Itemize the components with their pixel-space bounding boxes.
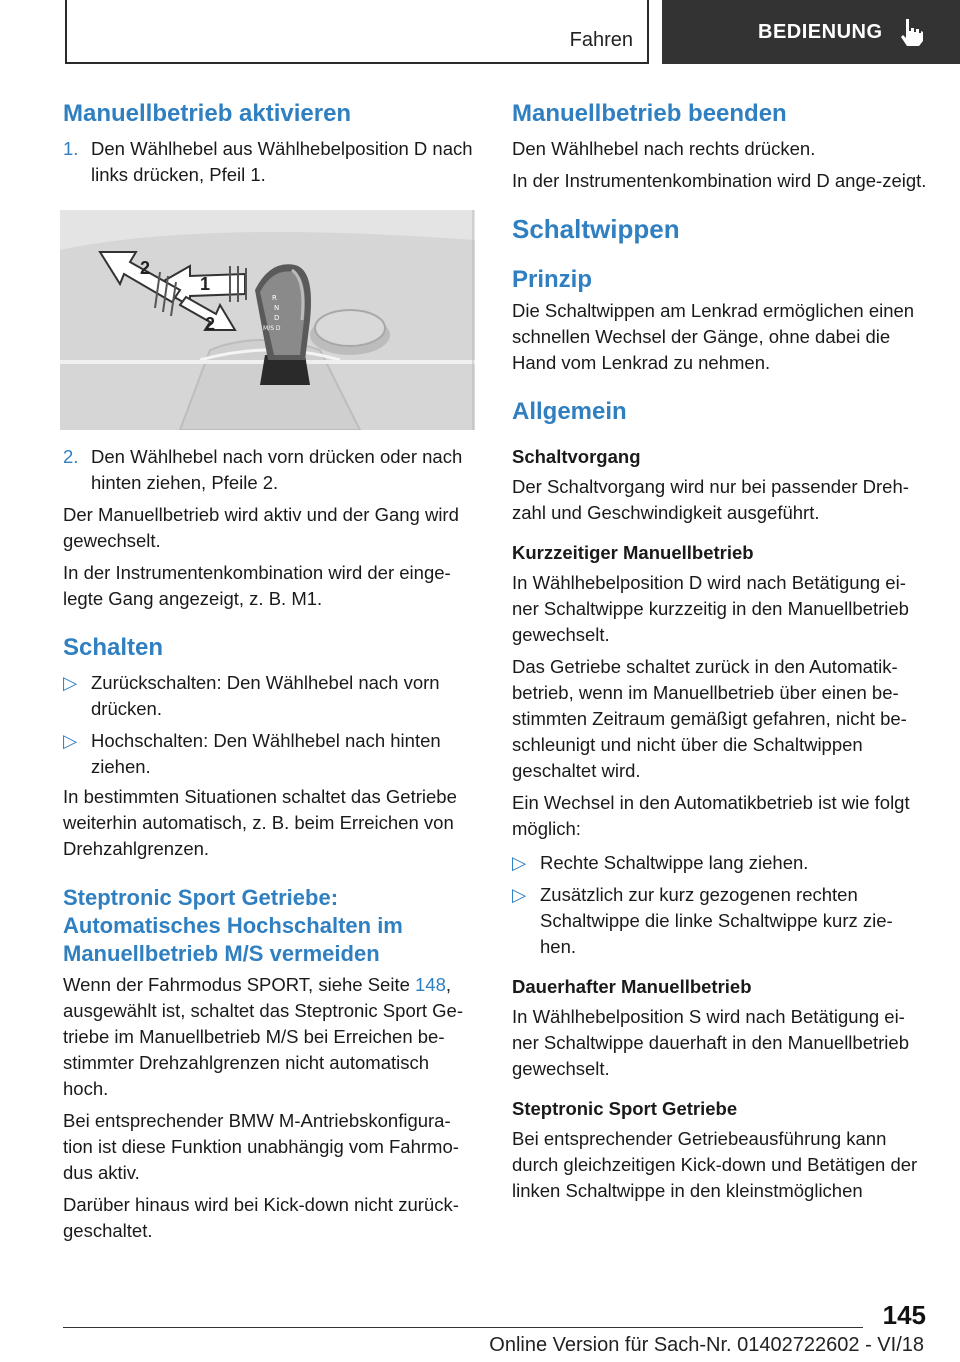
bullet-zurueckschalten-text: Zurückschalten: Den Wählhebel nach vorn drücken.	[91, 672, 440, 719]
bullet-hochschalten-text: Hochschalten: Den Wählhebel nach hinten ziehen.	[91, 730, 441, 777]
step-2-text: Den Wählhebel nach vorn drücken oder nach hinten ziehen, Pfeile 2.	[91, 446, 463, 493]
step-1-text: Den Wählhebel aus Wählhebelposition D nach links drücken, Pfeil 1.	[91, 138, 473, 185]
page-reference-link[interactable]: 148	[415, 974, 446, 995]
right-column	[512, 100, 927, 1204]
subheading-kurzzeitiger: Kurzzeitiger Manuellbetrieb	[512, 542, 754, 563]
heading-manuellbetrieb-beenden: Manuellbetrieb beenden	[512, 100, 787, 127]
heading-schaltwippen: Schaltwippen	[512, 214, 680, 244]
paragraph-schaltvorgang: Der Schaltvorgang wird nur bei passender Dreh-zahl und Geschwindigkeit ausgeführt.	[512, 476, 909, 523]
heading-allgemein: Allgemein	[512, 398, 627, 425]
paragraph-manuellbetrieb-aktiv: Der Manuellbetrieb wird aktiv und der Gang wird gewechselt.	[63, 504, 459, 551]
paragraph-zurueck-automatik: Das Getriebe schaltet zurück in den Automatik-betrieb, wenn im Manuellbetrieb über einen be-stimmten Zeitraum gemäßigt gefahren, nicht be-schleunigt und nicht über die Schaltwippen geschaltet wird.	[512, 656, 907, 781]
heading-steptronic-line-3: Manuellbetrieb M/S vermeiden	[63, 941, 380, 966]
step-1-number: 1.	[63, 138, 79, 159]
bullet-triangle-icon: ▷	[63, 730, 78, 751]
heading-prinzip: Prinzip	[512, 266, 593, 293]
paragraph-prinzip: Die Schaltwippen am Lenkrad ermöglichen einen schnellen Wechsel der Gänge, ohne dabei die Hand vom Lenkrad zu nehmen.	[512, 300, 915, 373]
left-column	[63, 100, 478, 1244]
arrow-1-label: 1	[200, 274, 211, 294]
lever-label-ms: M/S D	[263, 325, 281, 332]
bullet-triangle-icon: ▷	[512, 852, 527, 873]
pointing-hand-icon	[897, 17, 925, 47]
heading-manuellbetrieb-aktivieren: Manuellbetrieb aktivieren	[63, 100, 352, 127]
lever-label-r: R	[272, 294, 277, 302]
heading-steptronic-sport	[63, 884, 478, 968]
step-2	[63, 444, 478, 496]
heading-steptronic-line-1: Steptronic Sport Getriebe:	[63, 885, 339, 910]
subheading-dauerhafter: Dauerhafter Manuellbetrieb	[512, 976, 752, 997]
paragraph-bestimmte-situationen: In bestimmten Situationen schaltet das Getriebe weiterhin automatisch, z. B. beim Erreichen von Drehzahlgrenzen.	[63, 786, 457, 859]
bullet-zusaetzlich-text: Zusätzlich zur kurz gezogenen rechten Schaltwippe die linke Schaltwippe kurz zie-hen.	[540, 884, 893, 957]
subheading-schaltvorgang: Schaltvorgang	[512, 446, 641, 467]
paragraph-fahrmodus-sport-end: , ausgewählt ist, schaltet das Steptronic Sport Ge-triebe im Manuellbetrieb M/S bei Erreichen be-stimmter Drehzahlgrenzen nicht automatisch hoch.	[63, 974, 464, 1099]
header-chapter-tab	[662, 0, 960, 64]
header-section-title: Fahren	[569, 29, 633, 51]
paragraph-nach-rechts: Den Wählhebel nach rechts drücken.	[512, 138, 816, 159]
lever-label-d: D	[274, 314, 280, 322]
bullet-zurueckschalten	[63, 670, 478, 722]
heading-schalten: Schalten	[63, 634, 164, 661]
header-section-box	[65, 0, 649, 64]
footer-divider	[63, 1327, 863, 1328]
heading-steptronic-line-2: Automatisches Hochschalten im	[63, 913, 403, 938]
paragraph-kurzzeitiger: In Wählhebelposition D wird nach Betätigung ei-ner Schaltwippe kurzzeitig in den Manuellbetrieb gewechselt.	[512, 572, 909, 645]
bullet-hochschalten	[63, 728, 478, 780]
arrow-2-bottom-label: 2	[205, 314, 216, 334]
paragraph-fahrmodus-sport	[63, 972, 478, 1102]
step-1	[63, 136, 478, 188]
paragraph-dauerhafter: In Wählhebelposition S wird nach Betätigung ei-ner Schaltwippe dauerhaft in den Manuellbetrieb gewechselt.	[512, 1006, 909, 1079]
footer-version-text: Online Version für Sach-Nr. 01402722602 - VI/18	[489, 1334, 924, 1356]
paragraph-bmw-m-antrieb: Bei entsprechender BMW M-Antriebskonfigura-tion ist diese Funktion unabhängig vom Fahrmo-dus aktiv.	[63, 1110, 459, 1183]
bullet-rechte-schaltwippe	[512, 850, 927, 876]
paragraph-fahrmodus-sport-start: Wenn der Fahrmodus SPORT, siehe Seite	[63, 974, 416, 995]
bullet-rechte-schaltwippe-text: Rechte Schaltwippe lang ziehen.	[540, 852, 809, 873]
paragraph-steptronic: Bei entsprechender Getriebeausführung kann durch gleichzeitigen Kick-down und Betätigen der linken Schaltwippe in den kleinstmöglichen	[512, 1128, 918, 1201]
page-number: 145	[882, 1300, 926, 1330]
bullet-triangle-icon: ▷	[63, 672, 78, 693]
header-chapter-title: BEDIENUNG	[758, 20, 883, 43]
arrow-2-top-label: 2	[140, 258, 151, 278]
paragraph-instrument-gang: In der Instrumentenkombination wird der einge-legte Gang angezeigt, z. B. M1.	[63, 562, 451, 609]
paragraph-kick-down: Darüber hinaus wird bei Kick-down nicht zurück-geschaltet.	[63, 1194, 459, 1241]
step-2-number: 2.	[63, 446, 79, 467]
lever-label-n: N	[274, 304, 280, 312]
paragraph-instrument-d: In der Instrumentenkombination wird D ange-zeigt.	[512, 170, 927, 191]
bullet-triangle-icon: ▷	[512, 884, 527, 905]
gear-selector-image	[60, 210, 475, 430]
subheading-steptronic: Steptronic Sport Getriebe	[512, 1098, 738, 1119]
paragraph-wechsel-automatik: Ein Wechsel in den Automatikbetrieb ist wie folgt möglich:	[512, 792, 910, 839]
bullet-zusaetzlich	[512, 882, 927, 960]
